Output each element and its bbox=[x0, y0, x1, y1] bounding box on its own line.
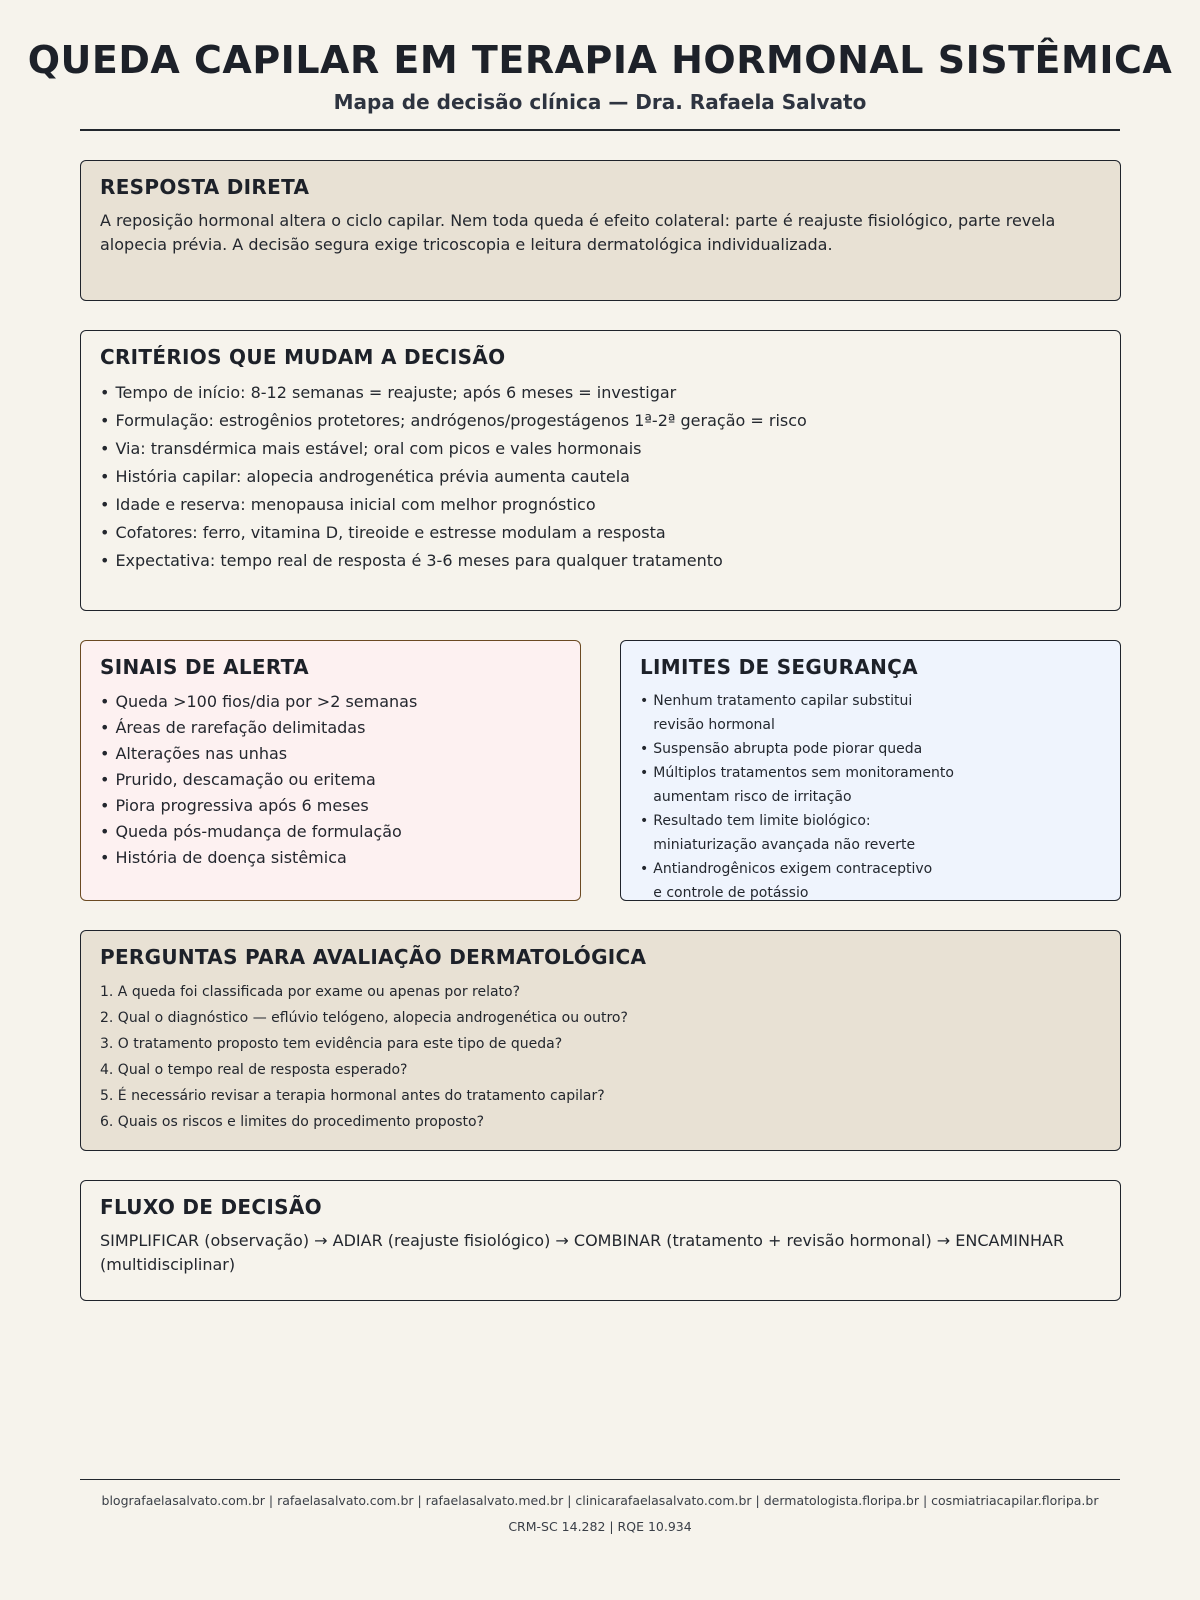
bullet-icon: • bbox=[100, 411, 110, 430]
limites-seguranca-heading: LIMITES DE SEGURANÇA bbox=[640, 655, 918, 679]
question-item: 5. É necessário revisar a terapia hormonal antes do tratamento capilar? bbox=[100, 1088, 605, 1104]
bullet-icon: • bbox=[100, 822, 110, 841]
list-item: • História capilar: alopecia androgenética prévia aumenta cautela bbox=[100, 467, 630, 486]
bullet-icon: • bbox=[100, 383, 110, 402]
bullet-icon: • bbox=[100, 467, 110, 486]
sinais-alerta-heading: SINAIS DE ALERTA bbox=[100, 655, 309, 679]
bullet-icon: • bbox=[640, 813, 649, 829]
resposta-direta-card bbox=[80, 160, 1121, 301]
bullet-icon: • bbox=[640, 861, 649, 877]
resposta-direta-text: A reposição hormonal altera o ciclo capilar. Nem toda queda é efeito colateral: parte é reajuste fisiológico, parte revela alopecia prévia. A decisão segura exige tricoscopia e leitura dermatológica individualizada. bbox=[100, 211, 1056, 254]
question-item: 2. Qual o diagnóstico — eflúvio telógeno, alopecia androgenética ou outro? bbox=[100, 1010, 628, 1026]
list-item: • Piora progressiva após 6 meses bbox=[100, 796, 369, 815]
bullet-icon: • bbox=[100, 744, 110, 763]
bullet-icon: • bbox=[640, 765, 649, 781]
bullet-icon: • bbox=[100, 495, 110, 514]
footer-divider bbox=[80, 1479, 1120, 1480]
question-item: 3. O tratamento proposto tem evidência para este tipo de queda? bbox=[100, 1036, 563, 1052]
bullet-icon: • bbox=[100, 551, 110, 570]
bullet-icon: • bbox=[640, 741, 649, 757]
limites-seguranca-card bbox=[620, 640, 1121, 901]
fluxo-decisao-text: SIMPLIFICAR (observação) → ADIAR (reajuste fisiológico) → COMBINAR (tratamento + revisão hormonal) → ENCAMINHAR (multidisciplinar) bbox=[100, 1231, 1065, 1274]
perguntas-card bbox=[80, 930, 1121, 1151]
perguntas-list bbox=[100, 979, 1101, 1135]
list-item: • Queda >100 fios/dia por >2 semanas bbox=[100, 692, 418, 711]
perguntas-heading: PERGUNTAS PARA AVALIAÇÃO DERMATOLÓGICA bbox=[100, 945, 647, 969]
bullet-icon: • bbox=[100, 439, 110, 458]
question-item: 6. Quais os riscos e limites do procedimento proposto? bbox=[100, 1114, 485, 1130]
bullet-icon: • bbox=[100, 796, 110, 815]
page-subtitle: Mapa de decisão clínica — Dra. Rafaela Salvato bbox=[333, 90, 867, 114]
criterios-heading: CRITÉRIOS QUE MUDAM A DECISÃO bbox=[100, 345, 506, 369]
list-item: • Queda pós-mudança de formulação bbox=[100, 822, 402, 841]
list-item: • Prurido, descamação ou eritema bbox=[100, 770, 376, 789]
bullet-icon: • bbox=[100, 770, 110, 789]
header-divider bbox=[80, 129, 1120, 131]
bullet-icon: • bbox=[100, 848, 110, 867]
list-item: • História de doença sistêmica bbox=[100, 848, 347, 867]
list-item: • Alterações nas unhas bbox=[100, 744, 288, 763]
list-item: • Áreas de rarefação delimitadas bbox=[100, 718, 366, 737]
fluxo-decisao-card bbox=[80, 1180, 1121, 1301]
resposta-direta-heading: RESPOSTA DIRETA bbox=[100, 175, 310, 199]
bullet-icon: • bbox=[100, 523, 110, 542]
list-item: • Antiandrogênicos exigem contraceptivo e controle de potássio bbox=[640, 857, 1101, 905]
limites-seguranca-list bbox=[640, 689, 1101, 905]
list-item: • Resultado tem limite biológico: miniaturização avançada não reverte bbox=[640, 809, 1101, 857]
list-item: • Expectativa: tempo real de resposta é 3-6 meses para qualquer tratamento bbox=[100, 551, 723, 570]
sinais-alerta-list bbox=[100, 689, 561, 871]
criterios-card bbox=[80, 330, 1121, 611]
bullet-icon: • bbox=[640, 693, 649, 709]
list-item: • Formulação: estrogênios protetores; andrógenos/progestágenos 1ª-2ª geração = risco bbox=[100, 411, 807, 430]
sinais-alerta-card bbox=[80, 640, 581, 901]
question-item: 1. A queda foi classificada por exame ou apenas por relato? bbox=[100, 984, 521, 1000]
criterios-list bbox=[100, 379, 1101, 575]
question-item: 4. Qual o tempo real de resposta esperado? bbox=[100, 1062, 408, 1078]
list-item: • Suspensão abrupta pode piorar queda bbox=[640, 737, 1101, 761]
footer-links: blografaelasalvato.com.br | rafaelasalvato.com.br | rafaelasalvato.med.br | clinicarafaelasalvato.com.br | dermatologista.floripa.br | cosmiatriacapilar.floripa.br bbox=[101, 1493, 1099, 1508]
bullet-icon: • bbox=[100, 718, 110, 737]
page-title: QUEDA CAPILAR EM TERAPIA HORMONAL SISTÊMICA bbox=[27, 38, 1173, 82]
list-item: • Via: transdérmica mais estável; oral com picos e vales hormonais bbox=[100, 439, 642, 458]
list-item: • Nenhum tratamento capilar substitui revisão hormonal bbox=[640, 689, 1101, 737]
footer-crm: CRM-SC 14.282 | RQE 10.934 bbox=[508, 1519, 692, 1534]
list-item: • Múltiplos tratamentos sem monitoramento aumentam risco de irritação bbox=[640, 761, 1101, 809]
list-item: • Cofatores: ferro, vitamina D, tireoide e estresse modulam a resposta bbox=[100, 523, 666, 542]
bullet-icon: • bbox=[100, 692, 110, 711]
fluxo-decisao-heading: FLUXO DE DECISÃO bbox=[100, 1195, 322, 1219]
list-item: • Tempo de início: 8-12 semanas = reajuste; após 6 meses = investigar bbox=[100, 383, 677, 402]
list-item: • Idade e reserva: menopausa inicial com melhor prognóstico bbox=[100, 495, 596, 514]
